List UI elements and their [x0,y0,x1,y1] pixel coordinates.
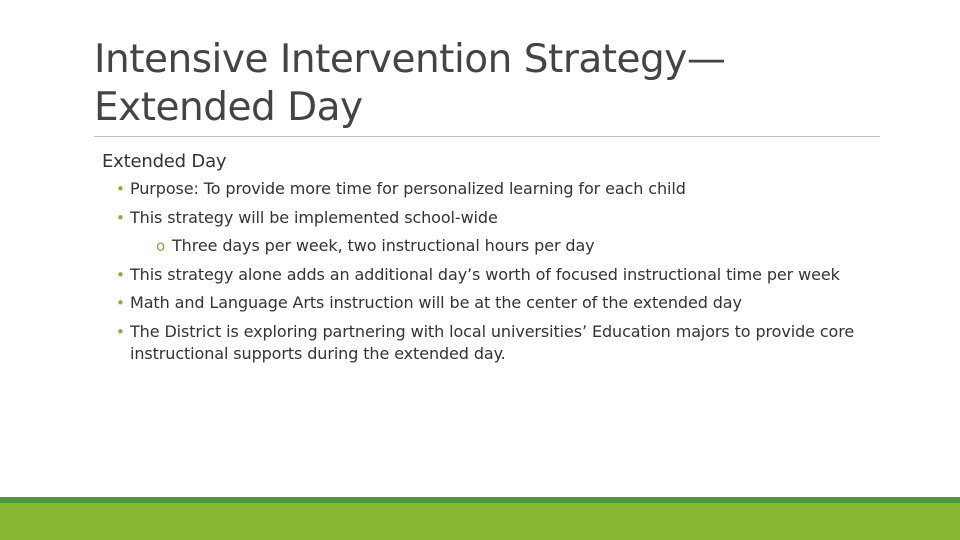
bullet-icon: • [116,265,125,284]
bullet-icon: • [116,322,125,341]
sub-bullet-list [130,235,882,258]
bullet-icon: • [116,294,125,312]
sub-bullet-item [156,235,882,258]
sub-bullet-text: Three days per week, two instructional hours per day [172,236,595,255]
bullet-text: This strategy will be implemented school-wide [130,207,498,227]
section-heading: Extended Day [102,151,227,172]
slide-body [102,150,882,372]
bullet-item-math-language-arts [102,292,882,315]
bullet-text: This strategy alone adds an additional day’s worth of focused instructional time per week [130,264,840,284]
bullet-item-universities [102,321,882,366]
bullet-text: The District is exploring partnering with local universities’ Education majors to provide core instructional supports during the extended day. [130,321,855,363]
bullet-text: Purpose: To provide more time for personalized learning for each child [130,179,686,198]
bullet-text: Math and Language Arts instruction will be at the center of the extended day [130,293,742,312]
title-divider [94,136,880,137]
bullet-list [102,178,882,366]
slide-title-line-2: Extended Day [94,85,363,130]
bullet-item-additional-day [102,264,882,287]
slide-title-line-1: Intensive Intervention Strategy— [94,37,726,82]
slide-title [94,36,894,132]
footer-bar [0,503,960,540]
bullet-item-purpose [102,178,882,201]
sub-bullet-icon: o [156,237,166,255]
bullet-item-school-wide [102,207,882,258]
bullet-icon: • [116,180,125,198]
bullet-icon: • [116,208,125,227]
